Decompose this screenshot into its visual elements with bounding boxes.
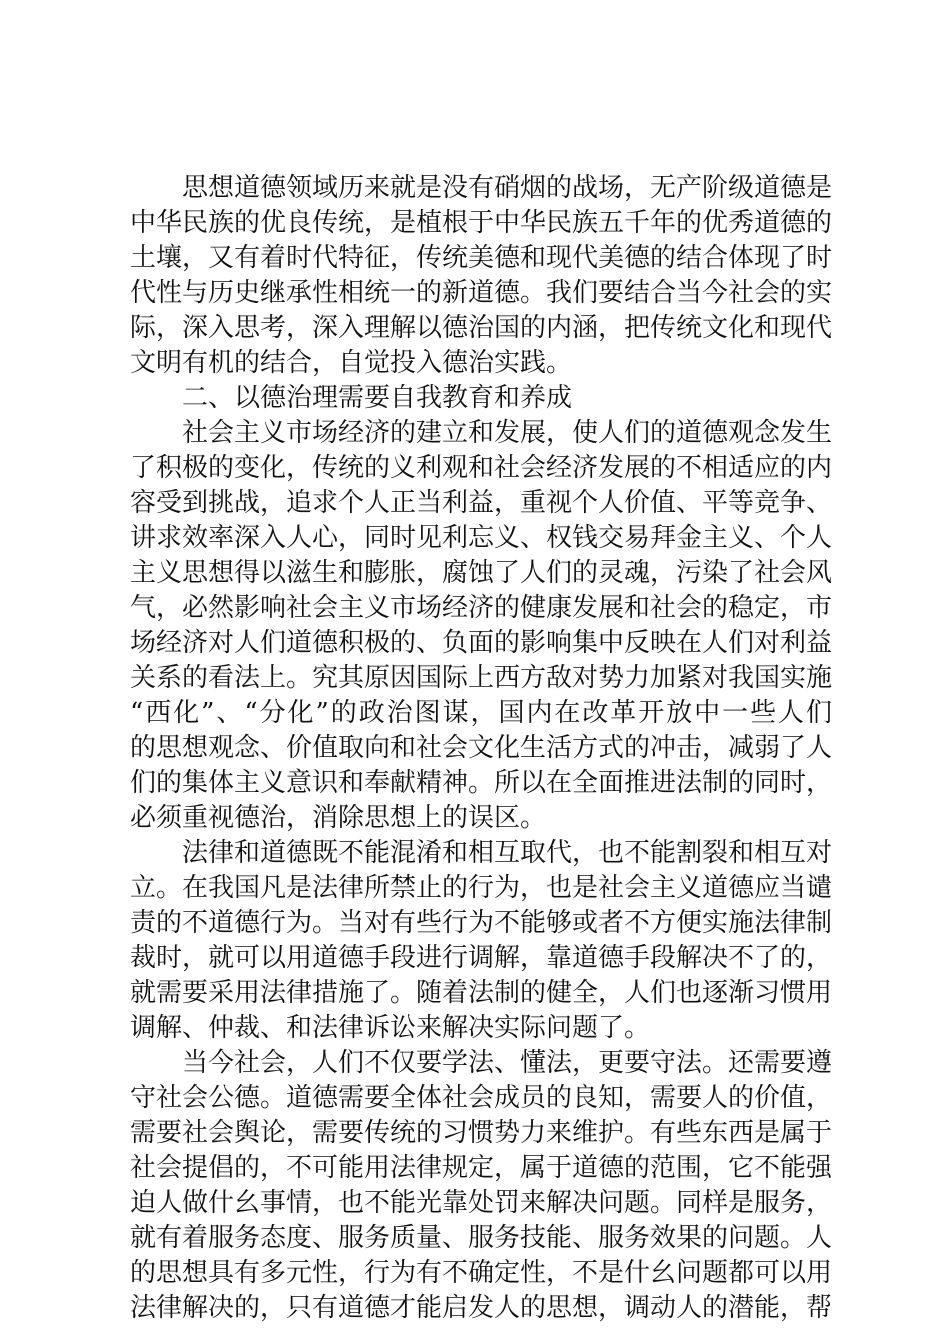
- paragraph-line: 立。在我国凡是法律所禁止的行为，也是社会主义道德应当谴: [130, 873, 833, 903]
- paragraph-line: 容受到挑战，追求个人正当利益，重视个人价值、平等竞争、: [130, 488, 833, 518]
- paragraph-line: 就有着服务态度、服务质量、服务技能、服务效果的问题。人: [130, 1223, 833, 1253]
- paragraph-line: 守社会公德。道德需要全体社会成员的良知，需要人的价值，: [130, 1083, 833, 1113]
- paragraph-line: 土壤，又有着时代特征，传统美德和现代美德的结合体现了时: [130, 243, 833, 273]
- paragraph-line: 社会主义市场经济的建立和发展，使人们的道德观念发生: [182, 418, 833, 448]
- paragraph-line: 裁时，就可以用道德手段进行调解，靠道德手段解决不了的，: [130, 943, 833, 973]
- paragraph-line: 社会提倡的，不可能用法律规定，属于道德的范围，它不能强: [130, 1153, 833, 1183]
- paragraph-line: 必须重视德治，消除思想上的误区。: [130, 803, 547, 833]
- paragraph-line: 法律解决的，只有道德才能启发人的思想，调动人的潜能，帮: [130, 1293, 833, 1323]
- paragraph-line: 责的不道德行为。当对有些行为不能够或者不方便实施法律制: [130, 908, 833, 938]
- paragraph-line: 需要社会舆论，需要传统的习惯势力来维护。有些东西是属于: [130, 1118, 833, 1148]
- section-heading: 二、以德治理需要自我教育和养成: [182, 383, 573, 413]
- paragraph-line: 代性与历史继承性相统一的新道德。我们要结合当今社会的实: [130, 278, 833, 308]
- paragraph-line: 气，必然影响社会主义市场经济的健康发展和社会的稳定，市: [130, 593, 833, 623]
- paragraph-line: 思想道德领域历来就是没有硝烟的战场，无产阶级道德是: [182, 173, 833, 203]
- paragraph-line: 调解、仲裁、和法律诉讼来解决实际问题了。: [130, 1013, 651, 1043]
- paragraph-line: 迫人做什幺事情，也不能光靠处罚来解决问题。同样是服务，: [130, 1188, 833, 1218]
- paragraph-line: 中华民族的优良传统，是植根于中华民族五千年的优秀道德的: [130, 208, 833, 238]
- paragraph-line: 主义思想得以滋生和膨胀，腐蚀了人们的灵魂，污染了社会风: [130, 558, 833, 588]
- paragraph-line: 际，深入思考，深入理解以德治国的内涵，把传统文化和现代: [130, 313, 833, 343]
- paragraph-line: 的思想具有多元性，行为有不确定性，不是什幺问题都可以用: [130, 1258, 833, 1288]
- paragraph-line: 们的集体主义意识和奉献精神。所以在全面推进法制的同时，: [130, 768, 833, 798]
- paragraph-line: 当今社会，人们不仅要学法、懂法，更要守法。还需要遵: [182, 1048, 833, 1078]
- paragraph-line: 文明有机的结合，自觉投入德治实践。: [130, 348, 573, 378]
- paragraph-line: 了积极的变化，传统的义利观和社会经济发展的不相适应的内: [130, 453, 833, 483]
- paragraph-line: 场经济对人们道德积极的、负面的影响集中反映在人们对利益: [130, 628, 833, 658]
- body-text: [130, 171, 832, 1326]
- paragraph-line: 讲求效率深入人心，同时见利忘义、权钱交易拜金主义、个人: [130, 523, 833, 553]
- paragraph-line: 关系的看法上。究其原因国际上西方敌对势力加紧对我国实施: [130, 663, 833, 693]
- paragraph-line: 法律和道德既不能混淆和相互取代，也不能割裂和相互对: [182, 838, 833, 868]
- paragraph-line: “西化”、“分化”的政治图谋，国内在改革开放中一些人们: [130, 698, 832, 728]
- paragraph-line: 就需要采用法律措施了。随着法制的健全，人们也逐渐习惯用: [130, 978, 833, 1008]
- paragraph-line: 的思想观念、价值取向和社会文化生活方式的冲击，减弱了人: [130, 733, 833, 763]
